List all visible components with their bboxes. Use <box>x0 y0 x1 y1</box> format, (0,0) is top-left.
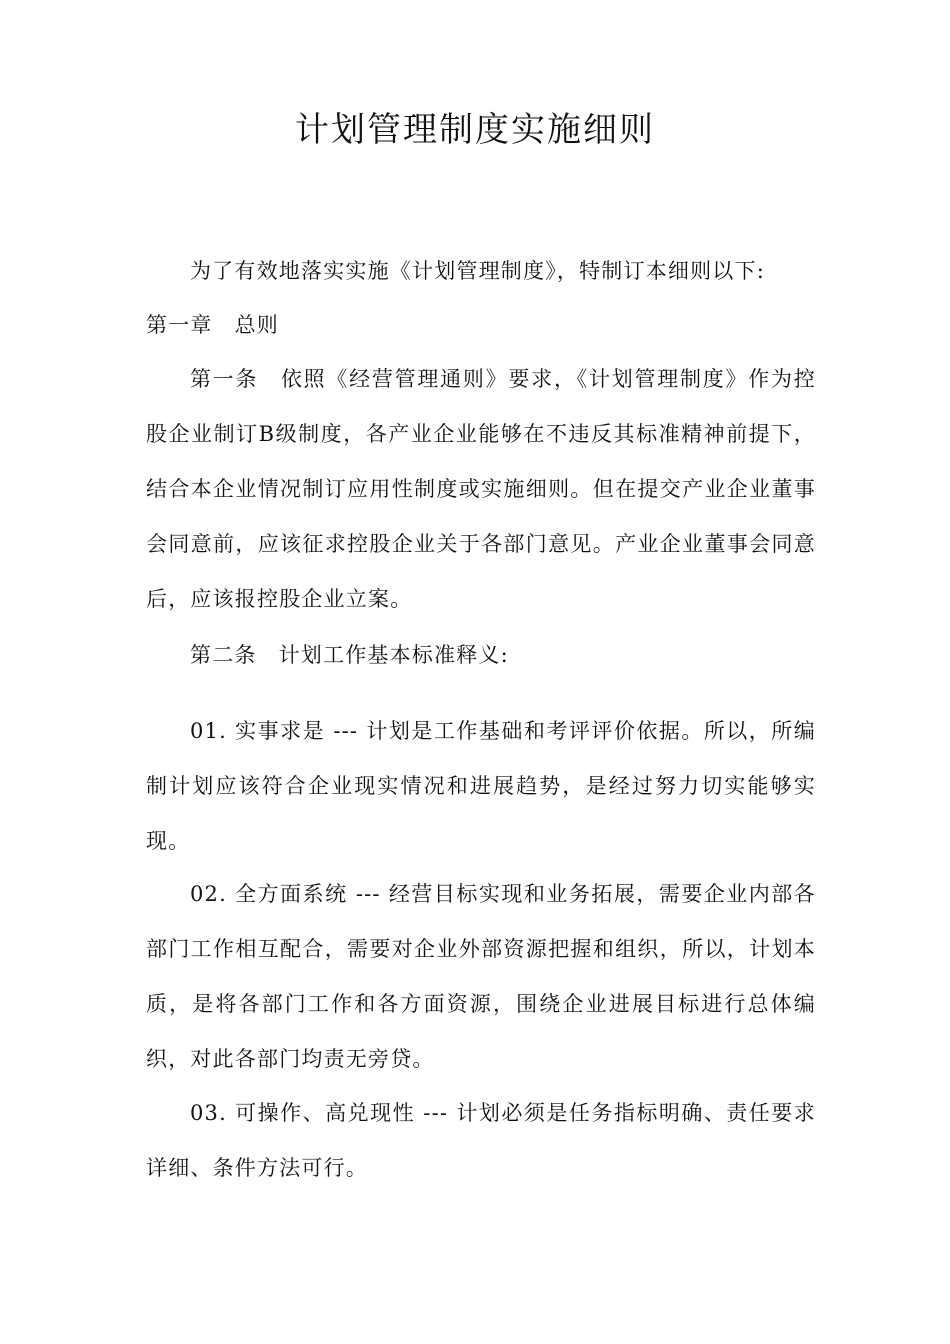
article-2-paragraph <box>146 628 816 683</box>
article-1-number: 第一条 <box>190 367 259 391</box>
article-2-text: 计划工作基本标准释义: <box>278 643 509 667</box>
list-item: 02. 全方面系统 --- 经营目标实现和业务拓展，需要企业内部各部门工作相互配合，需要对企业外部资源把握和组织，所以，计划本质，是将各部门工作和各方面资源，围绕企业进展目标进行总体编织，对此各部门均责无旁贷。 <box>146 882 816 1071</box>
list-item: 01. 实事求是 --- 计划是工作基础和考评评价依据。所以，所编制计划应该符合企业现实情况和进展趋势，是经过努力切实能够实现。 <box>146 719 816 853</box>
document-title: 计划管理制度实施细则 <box>295 110 655 150</box>
list-item: 03. 可操作、高兑现性 --- 计划必须是任务指标明确、责任要求详细、条件方法可行。 <box>146 1101 816 1180</box>
article-2-number: 第二条 <box>190 643 257 667</box>
chapter-heading <box>146 298 816 353</box>
article-1-paragraph <box>146 352 816 627</box>
chapter-number: 第一章 <box>146 313 213 337</box>
article-1-text: 依照《经营管理通则》要求，《计划管理制度》作为控股企业制订B级制度，各产业企业能够在不违反其标准精神前提下，结合本企业情况制订应用性制度或实施细则。但在提交产业企业董事会同意前，应该征求控股企业关于各部门意见。产业企业董事会同意后，应该报控股企业立案。 <box>146 367 816 611</box>
chapter-name: 总则 <box>234 313 280 337</box>
intro-paragraph: 为了有效地落实实施《计划管理制度》，特制订本细则以下: <box>190 259 765 283</box>
